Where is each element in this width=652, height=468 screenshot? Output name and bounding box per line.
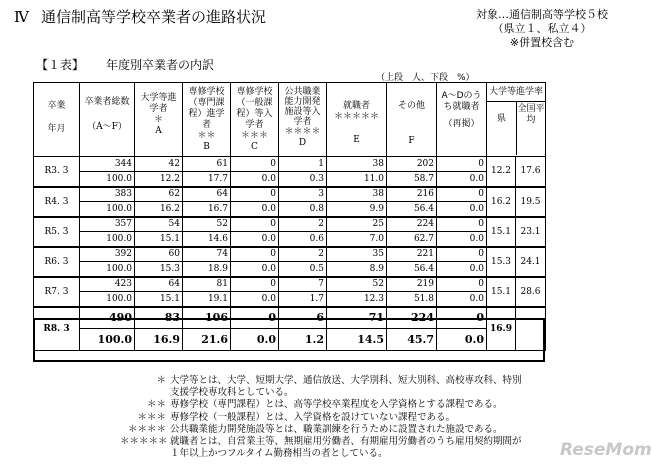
count-cell: 224 [387,307,437,329]
pct-cell: 0.0 [231,329,279,351]
rate-nat-cell: 17.6 [516,157,546,187]
count-cell: 219 [387,277,437,292]
pct-cell: 14.6 [183,232,231,247]
pct-cell: 0.0 [231,172,279,187]
table-row [34,307,546,329]
footnote-text: 公共職業能力開発施設等とは、職業訓練を行うために設置された施設である。 [170,423,503,435]
pct-cell: 0.0 [437,172,487,187]
footnote [120,424,530,436]
pct-cell: 16.9 [135,329,183,351]
pct-cell: 100.0 [80,172,135,187]
rate-header: 大学等進学率 県 全国平均 [487,83,546,157]
count-cell: 71 [327,307,387,329]
pct-cell: 0.0 [437,202,487,217]
pct-cell: 21.6 [183,329,231,351]
count-cell: 0 [231,307,279,329]
count-cell: 81 [183,277,231,292]
rate-pref-cell: 15.1 [487,277,516,307]
footnote-mark: ＊ [156,375,166,386]
table-row-pct [34,202,546,217]
pct-cell: 0.0 [231,202,279,217]
count-cell: 52 [183,217,231,232]
count-cell: 64 [183,187,231,202]
table-title: 年度別卒業者の内訳 [106,58,215,72]
pct-cell: 58.7 [387,172,437,187]
count-cell: 1 [279,157,327,172]
count-cell: 64 [135,277,183,292]
count-cell: 0 [231,247,279,262]
footnote-mark: ＊＊＊＊ [127,423,166,435]
year-cell: R5. 3 [34,217,80,247]
pct-cell: 17.7 [183,172,231,187]
year-cell: R7. 3 [34,277,80,307]
pct-cell: 12.2 [135,172,183,187]
page-heading [14,6,266,27]
count-cell: 25 [327,217,387,232]
pct-cell: 0.0 [231,232,279,247]
footnote [120,412,530,424]
pct-cell: 7.0 [327,232,387,247]
count-cell: 3 [279,187,327,202]
pct-cell: 1.7 [279,292,327,307]
pct-cell: 100.0 [80,202,135,217]
pct-cell: 100.0 [80,329,135,351]
table-row-pct [34,172,546,187]
rate-pref-cell: 15.3 [487,247,516,277]
resemom-logo: ReseMom [560,440,652,460]
footnote-text: 専修学校（一般課程）とは、入学資格を設けていない課程である。 [170,411,456,423]
pct-cell: 0.0 [437,292,487,307]
pct-cell: 15.1 [135,292,183,307]
count-cell: 54 [135,217,183,232]
pct-cell: 16.2 [135,202,183,217]
year-cell: R8. 3 [34,307,80,351]
graduates-table [33,82,546,351]
pct-cell: 11.0 [327,172,387,187]
pct-cell: 0.6 [279,232,327,247]
count-cell: 83 [135,307,183,329]
count-cell: 0 [437,247,487,262]
count-cell: 38 [327,187,387,202]
target-line-1: 対象…通信制高等学校５校 [476,8,608,21]
pct-cell: 100.0 [80,232,135,247]
count-cell: 221 [387,247,437,262]
count-cell: 2 [279,247,327,262]
pct-cell: 0.0 [437,262,487,277]
pct-cell: 56.4 [387,202,437,217]
footnote [120,399,530,411]
pct-cell: 9.9 [327,202,387,217]
count-cell: 0 [231,277,279,292]
footnote-mark: ＊＊＊ [137,411,166,423]
count-cell: 423 [80,277,135,292]
year-header: 卒業 年月 [34,83,80,157]
footnote-text: 専修学校（専門課程）とは、高等学校卒業程度を入学資格とする課程である。 [170,399,503,411]
senmon-header: 専修学校（専門課程）進学者 ＊＊ B [183,83,231,157]
count-cell: 357 [80,217,135,232]
rate-nat-cell: 28.6 [516,277,546,307]
rate-pref-cell: 16.9 [487,307,516,351]
count-cell: 383 [80,187,135,202]
count-cell: 216 [387,187,437,202]
footnote-text: 大学等とは、大学、短期大学、通信放送、大学別科、短大別科、高校専攻科、特別支援学校専攻科としている。 [170,375,522,399]
header-row [34,83,546,157]
rate-nat-cell: 19.5 [516,187,546,217]
univ-header: 大学等進学者 ＊ A [135,83,183,157]
year-cell: R6. 3 [34,247,80,277]
pct-cell: 45.7 [387,329,437,351]
shushoku-header: 就職者 ＊＊＊＊＊ E [327,83,387,157]
rate-pref-header: 県 [487,102,517,155]
pct-cell: 51.8 [387,292,437,307]
table-row [34,157,546,172]
unit-note: （上段 人、下段 %） [376,73,475,83]
table-row-pct [34,329,546,351]
count-cell: 106 [183,307,231,329]
pct-cell: 100.0 [80,262,135,277]
count-cell: 0 [231,217,279,232]
pct-cell: 0.5 [279,262,327,277]
count-cell: 392 [80,247,135,262]
pct-cell: 0.3 [279,172,327,187]
year-cell: R3. 3 [34,157,80,187]
rate-pref-cell: 16.2 [487,187,516,217]
count-cell: 344 [80,157,135,172]
table-body [34,157,546,351]
footnote-mark: ＊＊＊＊＊ [120,436,168,448]
count-cell: 60 [135,247,183,262]
table-row [34,187,546,202]
total-header: 卒業者総数 （A～F） [80,83,135,157]
rate-pref-cell: 15.1 [487,217,516,247]
count-cell: 52 [327,277,387,292]
pct-cell: 12.3 [327,292,387,307]
table-row [34,277,546,292]
count-cell: 0 [437,187,487,202]
rate-nat-cell: 24.1 [516,247,546,277]
count-cell: 61 [183,157,231,172]
year-cell: R4. 3 [34,187,80,217]
pct-cell: 18.9 [183,262,231,277]
pct-cell: 16.7 [183,202,231,217]
target-line-2: （県立１、私立４） [492,22,592,35]
footnotes [120,375,530,460]
pct-cell: 0.0 [437,329,487,351]
count-cell: 2 [279,217,327,232]
pct-cell: 0.8 [279,202,327,217]
rate-pref-cell: 12.2 [487,157,516,187]
count-cell: 35 [327,247,387,262]
count-cell: 0 [437,277,487,292]
count-cell: 0 [437,217,487,232]
count-cell: 0 [437,307,487,329]
count-cell: 0 [231,157,279,172]
count-cell: 38 [327,157,387,172]
rate-nat-cell [516,307,546,351]
rate-nat-header: 全国平均 [517,104,545,125]
other-header: その他 F [387,83,437,157]
footnote [120,436,530,460]
footnote-text: 就職者とは、自営業主等、無期雇用労働者、有期雇用労働者のうち雇用契約期間が１年以上かつフルタイム勤務相当の者としている。 [170,436,522,460]
count-cell: 6 [279,307,327,329]
pct-cell: 8.9 [327,262,387,277]
pct-cell: 15.1 [135,232,183,247]
ippan-header: 専修学校（一般課程）等入学者 ＊＊＊ C [231,83,279,157]
ad-header: A～Dのうち就職者 （再掲） [437,83,487,157]
count-cell: 0 [437,157,487,172]
pct-cell: 100.0 [80,292,135,307]
pct-cell: 19.1 [183,292,231,307]
table-number: 【１表】 [36,58,85,72]
pct-cell: 0.0 [231,262,279,277]
target-line-3: ※併置校含む [509,36,575,49]
pct-cell: 15.3 [135,262,183,277]
pct-cell: 1.2 [279,329,327,351]
count-cell: 224 [387,217,437,232]
count-cell: 202 [387,157,437,172]
count-cell: 42 [135,157,183,172]
table-row [34,247,546,262]
kousoku-header: 公共職業能力開発施設等入学者 ＊＊＊＊ D [279,83,327,157]
section-number: Ⅳ [14,8,29,26]
count-cell: 7 [279,277,327,292]
table-row [34,217,546,232]
footnote [120,375,530,399]
rate-nat-cell: 23.1 [516,217,546,247]
pct-cell: 56.4 [387,262,437,277]
count-cell: 0 [231,187,279,202]
table-row-pct [34,262,546,277]
page-title: 通信制高等学校卒業者の進路状況 [41,8,267,26]
count-cell: 62 [135,187,183,202]
pct-cell: 14.5 [327,329,387,351]
count-cell: 74 [183,247,231,262]
table-caption [36,56,214,73]
pct-cell: 0.0 [231,292,279,307]
pct-cell: 0.0 [437,232,487,247]
table-row-pct [34,232,546,247]
count-cell: 490 [80,307,135,329]
footnote-mark: ＊＊ [146,399,166,411]
target-note [476,8,608,50]
pct-cell: 62.7 [387,232,437,247]
table-row-pct [34,292,546,307]
